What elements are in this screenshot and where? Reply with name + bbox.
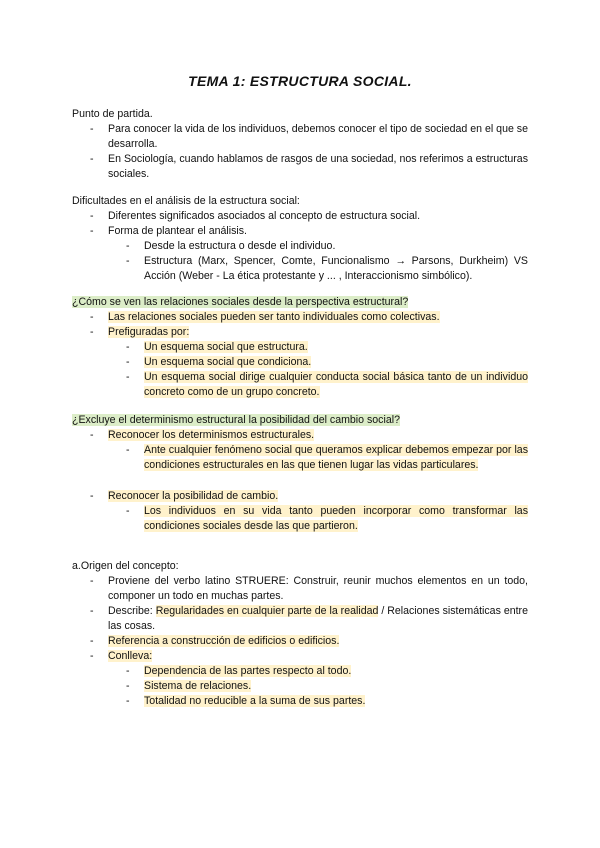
sub-list-item: - Ante cualquier fenómeno social que queramos explicar debemos empezar por las condiciones estructurales en las que tienen lugar las vidas particulares. — [126, 444, 528, 471]
dash-bullet: - — [90, 575, 94, 587]
dash-bullet: - — [126, 505, 130, 517]
section-punto-de-partida — [72, 107, 528, 182]
dash-bullet: - — [126, 356, 130, 368]
dash-bullet: - — [90, 635, 94, 647]
list-item: - Reconocer los determinismos estructurales. — [90, 429, 315, 441]
dash-bullet: - — [126, 371, 130, 383]
list-item: - Las relaciones sociales pueden ser tanto individuales como colectivas. — [90, 311, 440, 323]
dash-bullet: - — [90, 123, 94, 135]
page-title: TEMA 1: ESTRUCTURA SOCIAL. — [188, 73, 412, 89]
dash-bullet: - — [126, 341, 130, 353]
section-dificultades — [72, 194, 528, 284]
sub-list-item: - Un esquema social dirige cualquier conducta social básica tanto de un individuo concreto como de un grupo concreto. — [126, 371, 528, 398]
dash-bullet: - — [126, 444, 130, 456]
list-item: - Forma de plantear el análisis. — [90, 225, 247, 237]
dash-bullet: - — [90, 311, 94, 323]
list-item: - Para conocer la vida de los individuos, debemos conocer el tipo de sociedad en el que se desarrolla. — [90, 123, 528, 150]
sub-list-item: - Totalidad no reducible a la suma de sus partes. — [126, 695, 366, 707]
list-item: - Conlleva: — [90, 650, 153, 662]
list-item: - Referencia a construcción de edificios o edificios. — [90, 635, 340, 647]
dash-bullet: - — [90, 605, 94, 617]
section-heading: a.Origen del concepto: — [72, 560, 179, 572]
dash-bullet: - — [90, 490, 94, 502]
list-item: - Diferentes significados asociados al concepto de estructura social. — [90, 210, 421, 222]
dash-bullet: - — [90, 650, 94, 662]
sub-list-item: - Dependencia de las partes respecto al todo. — [126, 665, 352, 677]
dash-bullet: - — [126, 680, 130, 692]
list-item: - Prefiguradas por: — [90, 326, 190, 338]
dash-bullet: - — [90, 153, 94, 165]
dash-bullet: - — [90, 210, 94, 222]
sub-list-item: - Desde la estructura o desde el individuo. — [126, 240, 336, 252]
section-relaciones-sociales — [72, 295, 528, 400]
section-heading: ¿Cómo se ven las relaciones sociales desde la perspectiva estructural? — [72, 296, 409, 308]
list-item: - Describe: Regularidades en cualquier parte de la realidad / Relaciones sistemáticas entre las cosas. — [90, 605, 528, 632]
dash-bullet: - — [126, 255, 130, 267]
section-heading: Punto de partida. — [72, 108, 153, 120]
dash-bullet: - — [90, 225, 94, 237]
dash-bullet: - — [126, 695, 130, 707]
list-item: - Proviene del verbo latino STRUERE: Construir, reunir muchos elementos en un todo, componer un todo en muchas partes. — [90, 575, 528, 602]
dash-bullet: - — [90, 429, 94, 441]
sub-list-item: - Los individuos en su vida tanto pueden incorporar como transformar las condiciones sociales desde las que partieron. — [126, 505, 528, 532]
section-determinismo — [72, 413, 528, 534]
list-item: - En Sociología, cuando hablamos de rasgos de una sociedad, nos referimos a estructuras sociales. — [90, 153, 528, 180]
dash-bullet: - — [126, 240, 130, 252]
section-heading: Dificultades en el análisis de la estructura social: — [72, 195, 300, 207]
dash-bullet: - — [90, 326, 94, 338]
list-item: - Reconocer la posibilidad de cambio. — [90, 490, 279, 502]
dash-bullet: - — [126, 665, 130, 677]
sub-list-item: - Estructura (Marx, Spencer, Comte, Funcionalismo → Parsons, Durkheim) VS Acción (Weber - La ética protestante y ... , Interaccionismo simbólico). — [126, 255, 528, 282]
section-heading: ¿Excluye el determinismo estructural la posibilidad del cambio social? — [72, 414, 400, 426]
sub-list-item: - Un esquema social que condiciona. — [126, 356, 312, 368]
section-origen-concepto — [72, 559, 528, 709]
sub-list-item: - Un esquema social que estructura. — [126, 341, 308, 353]
sub-list-item: - Sistema de relaciones. — [126, 680, 252, 692]
